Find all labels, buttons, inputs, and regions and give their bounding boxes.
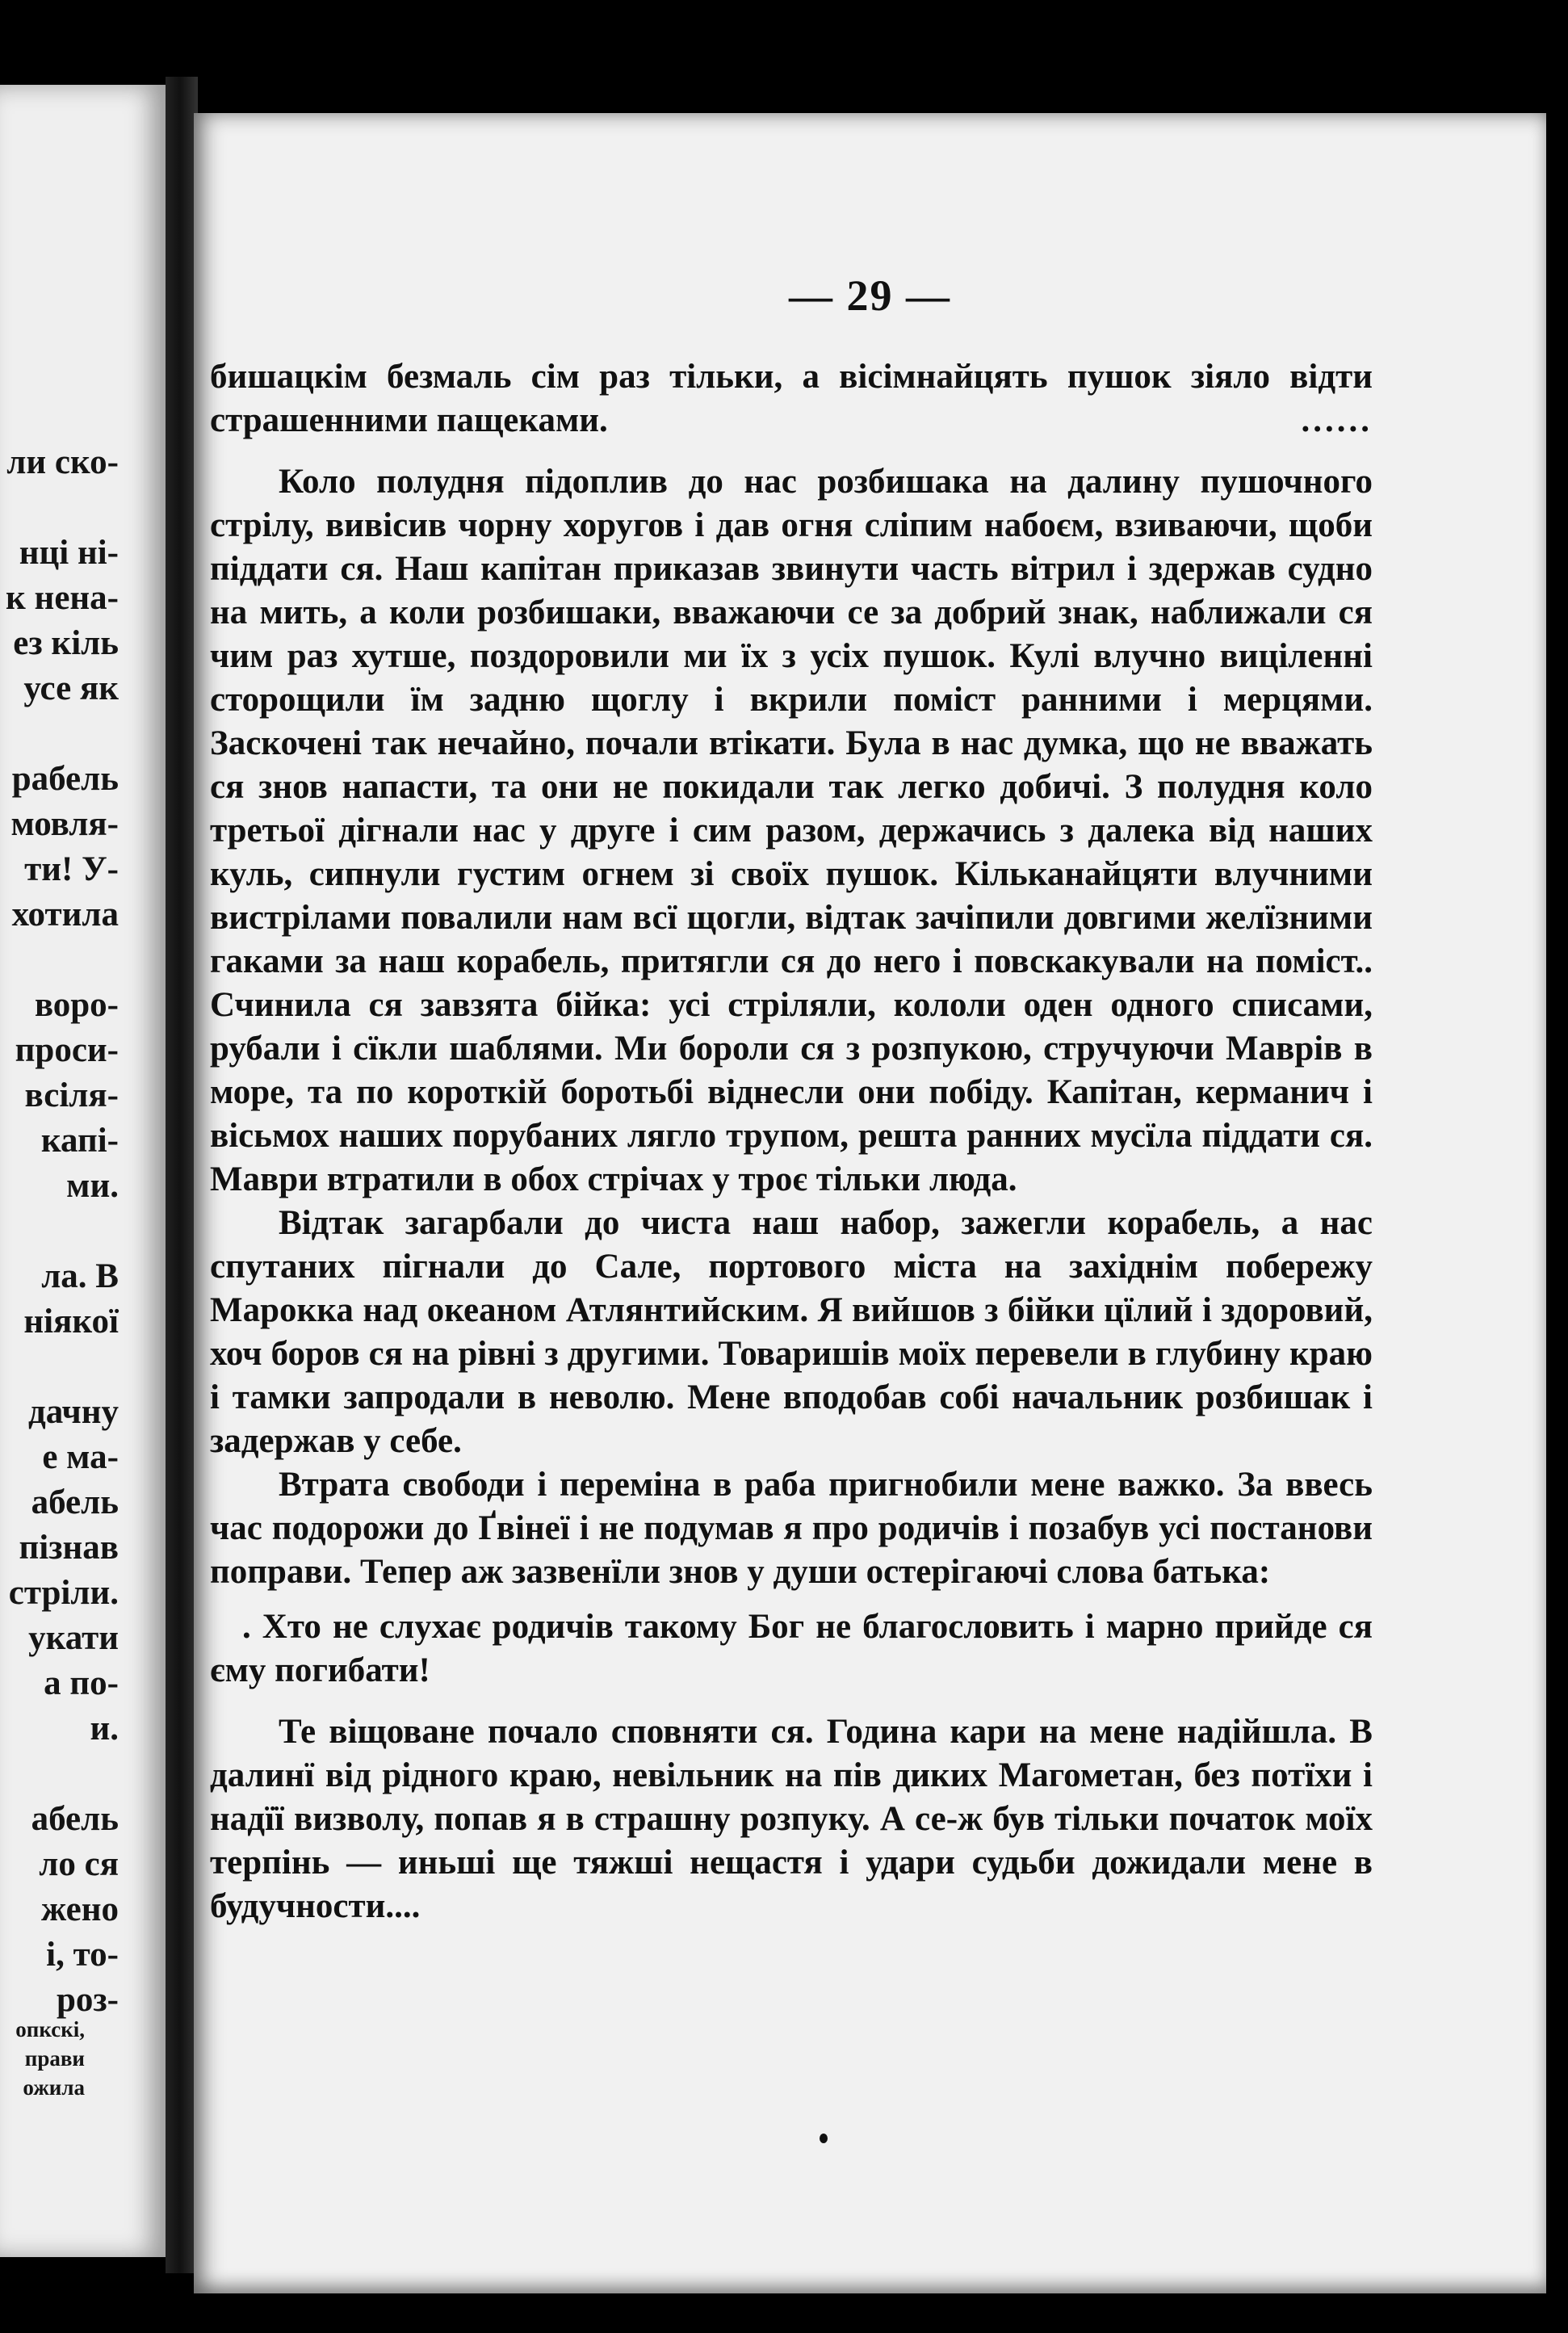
left-page-line: хотила [11,896,119,934]
left-page-line: капі- [40,1122,119,1160]
paragraph-1-text: бишацкім безмаль сім раз тільки, а вісімнайцять пушок зіяло відти страшенними пащеками. [210,358,1373,439]
left-page-line [0,485,119,531]
left-page-line: ез кіль [13,624,119,662]
left-page-line: проси- [15,1031,119,1069]
paragraph-2: Коло полудня підоплив до нас розбишака на далину пушочного стрілу, вивісив чорну хоругов і дав огня сліпим набоєм, взиваючи, щоби піддати ся. Наш капітан приказав звинути часть вітрил і здержав судно на мить, а коли розбишаки, вважаючи се за добрий знак, наближали ся чим раз хутше, поздоровили ми їх з усіх пушок. Кулі влучно виціленні сторощили їм задню щоглу і вкрили поміст ранними і мерцями. Заскочені так нечайно, почали втікати. Була в нас думка, що не вважать ся знов напасти, та они не покидали так легко добичі. З полудня коло третьої дігнали нас у друге і сим разом, держачись з далека від наших куль, сипнули густим огнем зі своїх пушок. Кільканайцяти влучними вистрілами повалили нам всї щогли, відтак зачіпили довгими желїзними гаками за наш корабель, притягли ся до него і повскакували на поміст.. Счинила ся завзята бійка: усі стріляли, кололи оден одного списами, рубали і сїкли шаблями. Ми бороли ся з розпукою, стручуючи Маврів в море, та по короткій боротьбі віднесли они побіду. Капітан, керманич і вісьмох наших порубаних лягло трупом, решта ранних мусїла піддати ся. Маври втратили в обох стрічах у троє тільки люда. [210,463,1373,1198]
left-page-line: усе як [23,669,119,707]
left-page-line: дачну [27,1393,119,1431]
left-page-footnote-line: ожила [23,2075,85,2100]
left-page-footnote-line: опкскі, [15,2017,85,2041]
left-page-line [0,1345,119,1390]
left-page-line: ли ско- [6,443,119,481]
left-page-line: е ма- [42,1438,119,1476]
left-page-line: воро- [34,986,119,1024]
left-page-line: ніякої [23,1303,119,1341]
left-page-line: абель [31,1483,119,1521]
left-page-line: жено [41,1890,119,1928]
left-page-line: пізнав [19,1529,119,1567]
paragraph-1 [210,355,1373,443]
paragraph-5: Те віщоване почало сповняти ся. Година кари на мене надійшла. В далинї від рідного краю, невільник на пів диких Магометан, без потїхи і надїї визволу, попав я в страшну розпуку. А се-ж був тільки початок моїх терпінь — иньші ще тяжші нещастя і удари судьби дожидали мене в будучности.... [210,1713,1373,1925]
left-page-text [0,440,119,2023]
left-page-line [0,1209,119,1254]
left-page-line: ла. В [41,1257,119,1295]
left-page-line: укати [28,1619,119,1657]
left-page-line [0,711,119,757]
left-page-line: рабель [11,760,119,798]
left-page-line [0,938,119,983]
left-page-line: нці ні- [19,534,119,572]
left-page-line [0,1752,119,1797]
left-page-footnote [15,2015,85,2102]
left-page-line: и. [90,1710,119,1748]
paragraph-3: Відтак загарбали до чиста наш набор, зажегли корабель, а нас спутаних пігнали до Сале, портового міста на західнім побережу Марокка над океаном Атлянтийским. Я вийшов з бійки цїлий і здоровий, хоч боров ся на рівні з другими. Товаришів моїх перевели в глубину краю і тамки запродали в неволю. Мене вподобав собі начальник розбишак і задержав у себе. [210,1204,1373,1460]
left-page-line: ти! У- [24,850,119,888]
left-page-line: а по- [44,1664,119,1702]
left-page-line: ло ся [39,1845,119,1883]
quote: . Хто не слухає родичів такому Бог не благословить і марно прийде ся єму погибати! [210,1608,1373,1689]
left-page-line: і, то- [46,1936,119,1974]
left-page-line: мовля- [10,805,119,843]
left-page-footnote-line: прави [24,2046,85,2071]
page-number: — 29 — [789,271,951,320]
book-page [194,113,1546,2293]
left-page-fragment [0,85,166,2257]
left-page-line: роз- [56,1981,119,2019]
ellipsis-dots: ...... [1301,401,1373,439]
left-page-line: абель [31,1800,119,1838]
left-page-line: всіля- [24,1076,119,1114]
paragraph-4: Втрата свободи і переміна в раба пригнобили мене важко. За ввесь час подорожи до Ґвінеї і не подумав я про родичів і позабув усі постанови поправи. Тепер аж зазвенїли знов у души остерігаючі слова батька: [210,1466,1373,1591]
left-page-line: к нена- [6,579,119,617]
page-crease [166,77,198,2273]
left-page-line: ми. [66,1167,119,1205]
left-page-line: стріли. [8,1574,119,1612]
end-mark [820,2134,828,2143]
page-text [210,355,1373,1928]
